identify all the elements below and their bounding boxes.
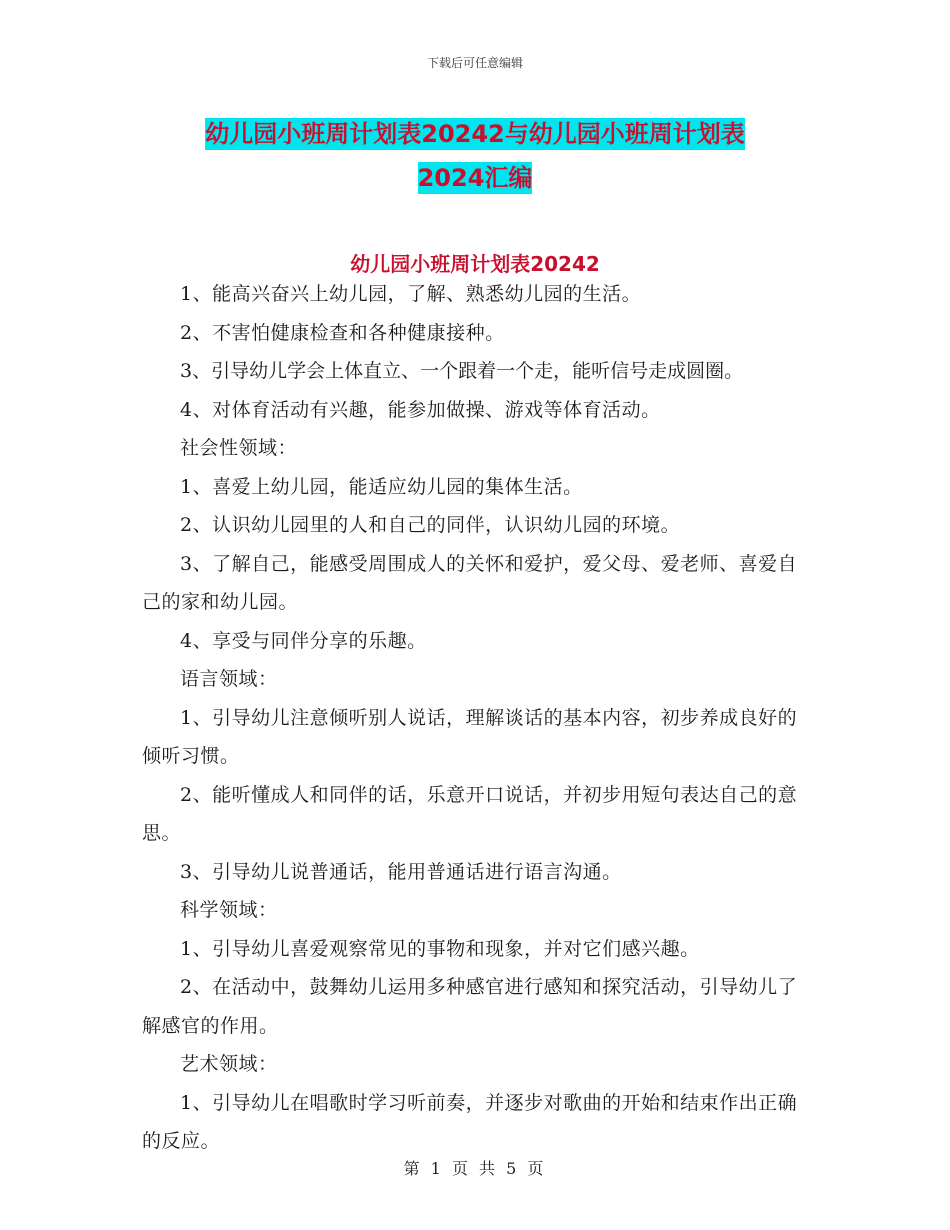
section-heading-science: 科学领域： — [180, 899, 278, 921]
paragraph: 4、享受与同伴分享的乐趣。 — [180, 629, 427, 652]
paragraph: 4、对体育活动有兴趣，能参加做操、游戏等体育活动。 — [180, 398, 661, 421]
document-title-line-2 — [0, 158, 950, 193]
page-footer: 第 1 页 共 5 页 — [403, 1159, 547, 1178]
paragraph: 1、引导幼儿注意倾听别人说话，理解谈话的基本内容，初步养成良好的倾听习惯。 — [142, 706, 798, 767]
paragraph: 3、引导幼儿说普通话，能用普通话进行语言沟通。 — [180, 860, 622, 883]
paragraph: 2、能听懂成人和同伴的话，乐意开口说话，并初步用短句表达自己的意思。 — [142, 783, 798, 844]
header-note: 下载后可任意编辑 — [426, 56, 523, 70]
paragraph: 3、引导幼儿学会上体直立、一个跟着一个走，能听信号走成圆圈。 — [180, 360, 744, 382]
document-title-text-1: 幼儿园小班周计划表20242与幼儿园小班周计划表 — [205, 120, 745, 148]
paragraph: 2、在活动中，鼓舞幼儿运用多种感官进行感知和探究活动，引导幼儿了解感官的作用。 — [142, 976, 798, 1037]
paragraph: 1、喜爱上幼儿园，能适应幼儿园的集体生活。 — [180, 475, 583, 498]
document-title-line-1 — [0, 114, 950, 149]
paragraph: 2、认识幼儿园里的人和自己的同伴，认识幼儿园的环境。 — [180, 514, 681, 536]
paragraph: 1、能高兴奋兴上幼儿园，了解、熟悉幼儿园的生活。 — [180, 283, 642, 305]
section-title: 幼儿园小班周计划表20242 — [350, 252, 600, 276]
section-heading-language: 语言领域： — [180, 668, 278, 690]
section-heading-art: 艺术领域： — [180, 1053, 278, 1075]
document-body — [142, 275, 808, 1161]
paragraph: 3、了解自己，能感受周围成人的关怀和爱护，爱父母、爱老师、喜爱自己的家和幼儿园。 — [142, 552, 798, 613]
paragraph: 1、引导幼儿喜爱观察常见的事物和现象，并对它们感兴趣。 — [180, 937, 700, 960]
paragraph: 1、引导幼儿在唱歌时学习听前奏，并逐步对歌曲的开始和结束作出正确的反应。 — [142, 1091, 798, 1152]
section-heading-social: 社会性领域： — [180, 437, 298, 459]
paragraph: 2、不害怕健康检查和各种健康接种。 — [180, 321, 505, 344]
document-title-text-2: 2024汇编 — [417, 164, 533, 192]
